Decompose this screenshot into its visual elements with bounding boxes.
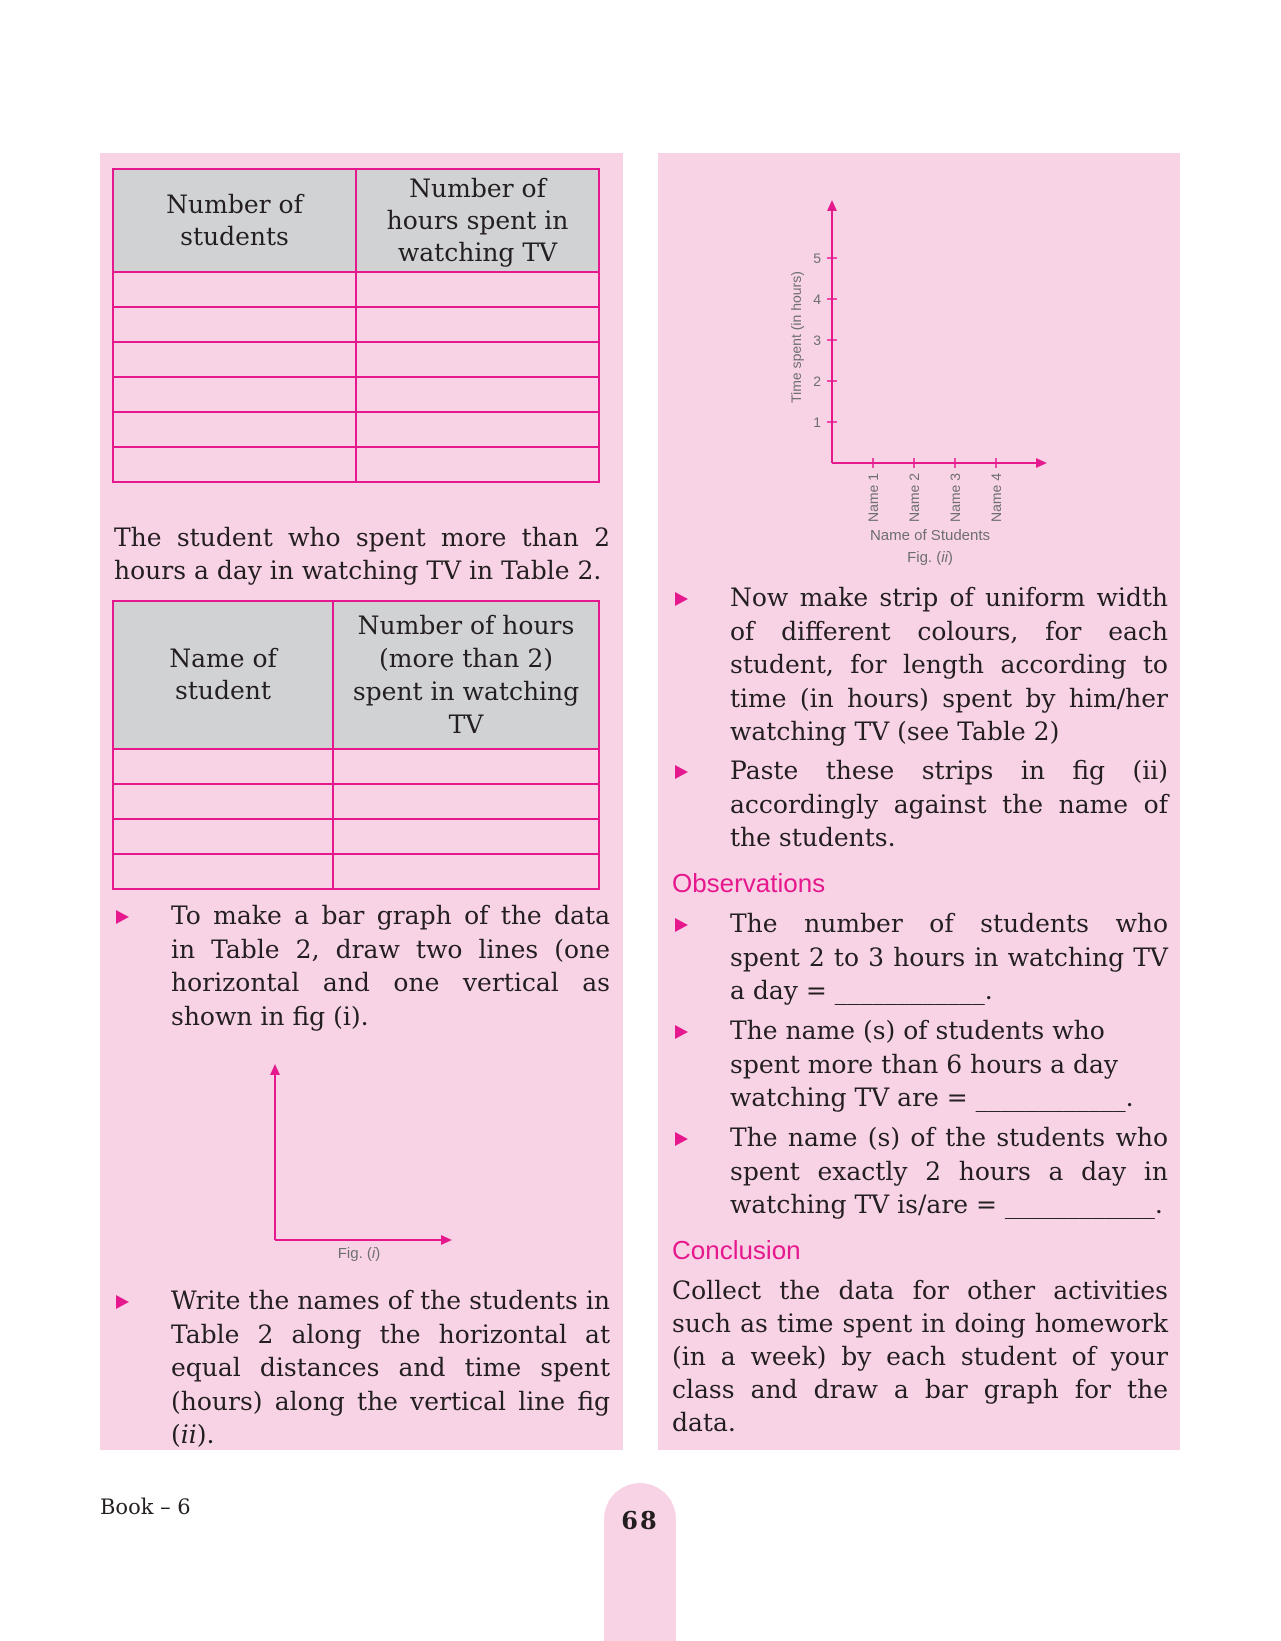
table-2-header-hours: Number of hours (more than 2) spent in watching TV [333,601,599,749]
y-tick-label: 3 [813,332,821,348]
y-tick-label: 5 [813,250,821,266]
x-tick-label: Name 3 [947,473,963,523]
table-cell [356,307,599,342]
bullet-text: To make a bar graph of the data in Table 2, draw two lines (one horizontal and one vertical as shown in fig (i). [171,901,610,1031]
y-tick-label: 2 [813,373,821,389]
table-cell [113,272,356,307]
bullet-arrow-icon [675,765,688,779]
table-cell [333,749,599,784]
bullet-arrow-icon [116,910,129,924]
table-2 [112,600,600,890]
table-row [113,412,599,447]
arrow-right-icon [441,1235,452,1245]
intro-text: The student who spent more than 2 hours a day in watching TV in Table 2. [114,523,610,585]
table-row [113,307,599,342]
table-cell [113,377,356,412]
table-row [113,749,599,784]
table-row [113,272,599,307]
table-cell [356,272,599,307]
bullet-text: Paste these strips in fig (ii) accordingly against the name of the students. [730,756,1168,852]
x-tick-label: Name 1 [865,473,881,523]
table-cell [333,819,599,854]
bullet-arrow-icon [675,1025,688,1039]
table-cell [113,819,333,854]
table-cell [113,854,333,889]
conclusion-text: Collect the data for other activities such as time spent in doing homework (in a week) by each student of your class and draw a bar graph for the data. [672,1276,1168,1437]
page-number: 68 [621,1506,659,1535]
x-tick-label: Name 2 [906,473,922,523]
table-cell [113,307,356,342]
bullet-text: The number of students who spent 2 to 3 hours in watching TV a day = ____________. [730,909,1168,1005]
bullet-text: The name (s) of the students who spent exactly 2 hours a day in watching TV is/are = ____________. [730,1123,1168,1219]
table-cell [333,854,599,889]
footer-book-label: Book – 6 [100,1495,191,1519]
table-cell [356,377,599,412]
table-cell [356,342,599,377]
bullet-arrow-icon [675,918,688,932]
bullet-arrow-icon [116,1295,129,1309]
fig-i-caption: Fig. (i) [337,1245,381,1262]
table-row [113,854,599,889]
y-tick-label: 1 [813,414,821,430]
table-cell [356,447,599,482]
arrow-right-icon [1036,458,1047,468]
figure-i [230,1060,470,1275]
table-row [113,447,599,482]
bullet-text: Write the names of the students in Table 2 along the horizontal at equal distances and time spent (hours) along the vertical line fig (ii). [171,1286,610,1449]
table-row [113,819,599,854]
table-1-header-hours: Number of hours spent in watching TV [356,169,599,272]
table-1 [112,168,600,483]
table-row [113,377,599,412]
fig-ii-y-label: Time spent (in hours) [788,271,804,403]
bullet-arrow-icon [675,592,688,606]
table-cell [113,784,333,819]
fig-ii-caption: Fig. (ii) [907,549,953,566]
figure-ii [780,195,1070,575]
observations-heading: Observations [672,868,826,898]
bullet-arrow-icon [675,1132,688,1146]
conclusion-heading: Conclusion [672,1235,801,1265]
table-cell [113,342,356,377]
table-2-header-name: Name of student [113,601,333,749]
table-cell [356,412,599,447]
arrow-up-icon [270,1064,280,1075]
table-row [113,784,599,819]
table-cell [113,447,356,482]
table-cell [113,412,356,447]
table-row [113,342,599,377]
x-tick-label: Name 4 [988,473,1004,523]
fig-ii-x-label: Name of Students [869,527,991,544]
arrow-up-icon [827,200,837,211]
y-tick-label: 4 [813,291,821,307]
table-cell [333,784,599,819]
table-1-header-students: Number of students [113,169,356,272]
bullet-text: The name (s) of students who spent more than 6 hours a day watching TV are = ____________. [730,1016,1134,1112]
bullet-text: Now make strip of uniform width of different colours, for each student, for length according to time (in hours) spent by him/her watching TV (see Table 2) [730,583,1168,746]
table-cell [113,749,333,784]
